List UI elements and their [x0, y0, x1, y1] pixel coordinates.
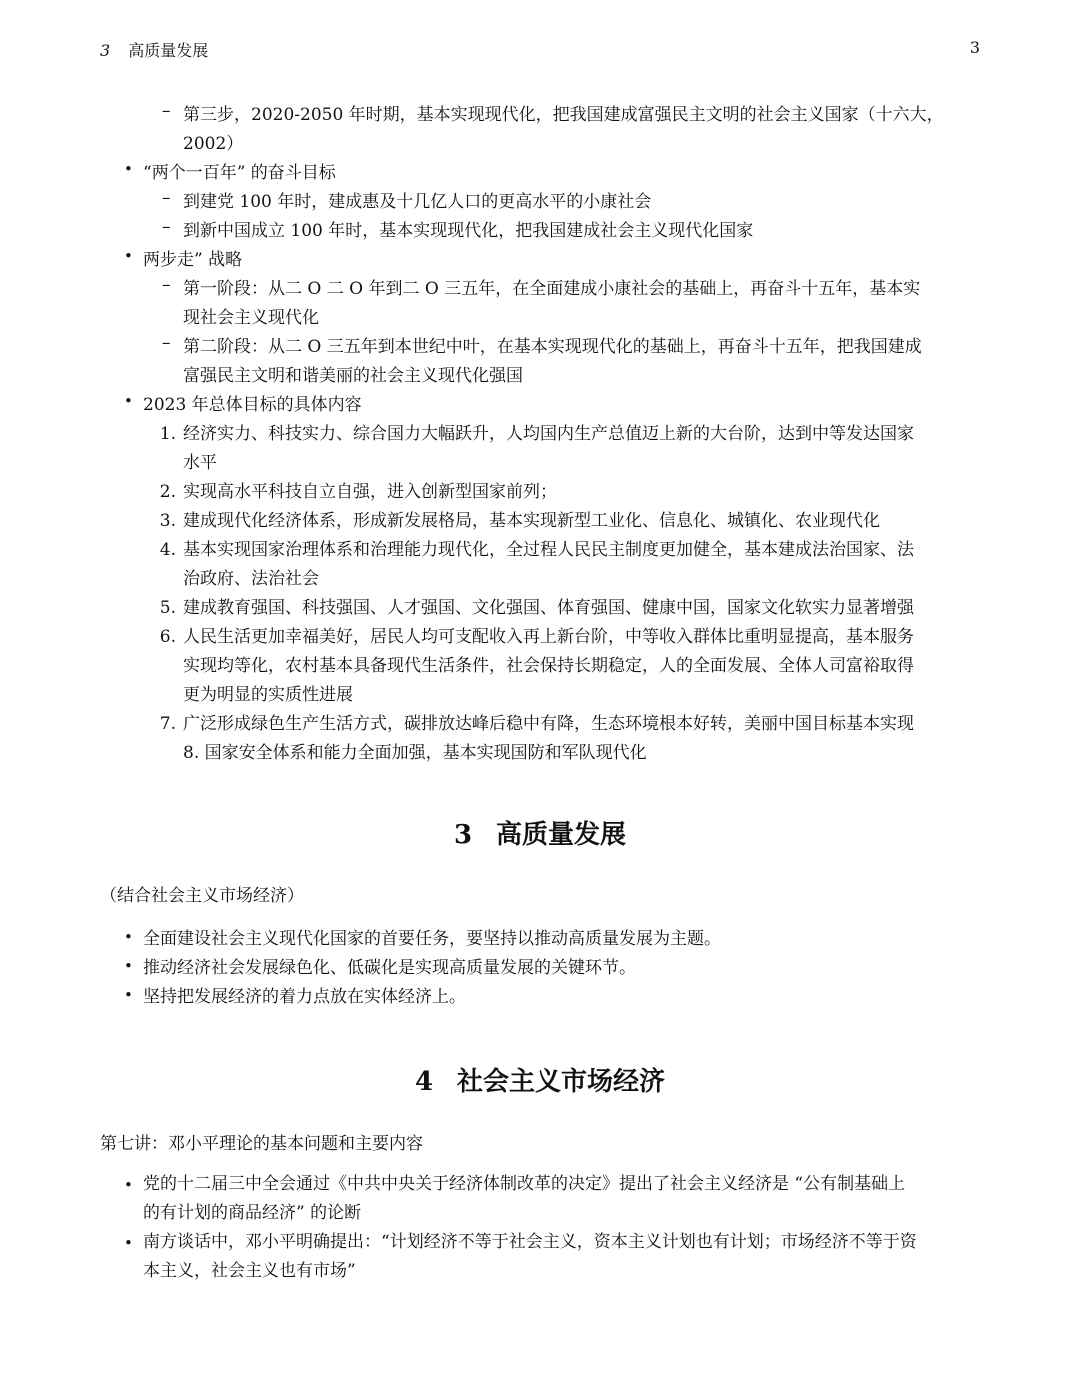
header-section-number: 3: [100, 41, 111, 60]
list-marker: •: [124, 160, 133, 178]
enum-item-line: 人民生活更加幸福美好，居民人均可支配收入再上新台阶，中等收入群体比重明显提高，基本服务: [183, 627, 914, 647]
running-header: [100, 38, 980, 64]
list-item-line: 推动经济社会发展绿色化、低碳化是实现高质量发展的关键环节。: [143, 958, 636, 978]
list-item-line: 到新中国成立 100 年时，基本实现现代化，把我国建成社会主义现代化国家: [183, 221, 754, 241]
list-marker: –: [162, 101, 171, 121]
header-section-title: 高质量发展: [128, 41, 209, 60]
page-number: 3: [969, 38, 980, 57]
list-marker: •: [124, 392, 133, 410]
enum-number: 3.: [159, 511, 176, 531]
list-marker: –: [162, 333, 171, 353]
list-item-line: 的有计划的商品经济” 的论断: [143, 1203, 362, 1223]
enum-item-line: 建成现代化经济体系，形成新发展格局，基本实现新型工业化、信息化、城镇化、农业现代化: [183, 511, 880, 531]
section-intro: （结合社会主义市场经济）: [100, 886, 304, 906]
list-marker: •: [124, 957, 133, 975]
enum-number: 4.: [159, 540, 176, 560]
enum-item-line: 广泛形成绿色生产生活方式，碳排放达峰后稳中有降，生态环境根本好转，美丽中国目标基本实现: [183, 714, 914, 734]
list-marker: •: [124, 986, 133, 1004]
enum-number: 5.: [159, 598, 176, 618]
list-item-line: 全面建设社会主义现代化国家的首要任务，要坚持以推动高质量发展为主题。: [143, 929, 721, 949]
list-marker: •: [124, 1176, 133, 1194]
enum-item-line: 更为明显的实质性进展: [183, 685, 353, 705]
section-number: 3: [453, 820, 473, 850]
enum-item-line: 治政府、法治社会: [183, 569, 319, 589]
list-item-label: 两步走” 战略: [143, 250, 243, 270]
section-title: 高质量发展: [496, 820, 627, 850]
enum-number: 1.: [159, 424, 176, 444]
enum-number: 2.: [159, 482, 176, 502]
section-heading: [0, 814, 1080, 851]
section-number: 4: [414, 1067, 434, 1097]
list-marker: •: [124, 247, 133, 265]
list-item-label: “两个一百年” 的奋斗目标: [143, 163, 336, 183]
section-heading: [0, 1061, 1080, 1098]
header-section: [100, 38, 208, 61]
section-intro: 第七讲：邓小平理论的基本问题和主要内容: [100, 1134, 423, 1154]
enum-number: 7.: [159, 714, 176, 734]
list-marker: –: [162, 275, 171, 295]
enum-item-line: 建成教育强国、科技强国、人才强国、文化强国、体育强国、健康中国，国家文化软实力显著增强: [183, 598, 914, 618]
list-item-line: 第二阶段：从二 O 三五年到本世纪中叶，在基本实现现代化的基础上，再奋斗十五年，把我国建成: [183, 337, 922, 357]
list-item-line: 第一阶段：从二 O 二 O 年到二 O 三五年，在全面建成小康社会的基础上，再奋斗十五年，基本实: [183, 279, 921, 299]
list-marker: •: [124, 1234, 133, 1252]
list-item-line: 2002）: [183, 134, 244, 154]
enum-number: 6.: [159, 627, 176, 647]
list-item-line: 坚持把发展经济的着力点放在实体经济上。: [143, 987, 466, 1007]
list-item-line: 到建党 100 年时，建成惠及十几亿人口的更高水平的小康社会: [183, 192, 652, 212]
enum-item-line: 实现高水平科技自立自强，进入创新型国家前列；: [183, 482, 557, 502]
list-item-line: 第三步，2020-2050 年时期，基本实现现代化，把我国建成富强民主文明的社会主义国家（十六大，: [183, 105, 944, 125]
list-marker: –: [162, 217, 171, 237]
list-item-line: 南方谈话中，邓小平明确提出：“计划经济不等于社会主义，资本主义计划也有计划；市场经济不等于资: [143, 1232, 917, 1252]
enum-item-line: 8. 国家安全体系和能力全面加强，基本实现国防和军队现代化: [183, 743, 647, 763]
enum-item-line: 实现均等化，农村基本具备现代生活条件，社会保持长期稳定，人的全面发展、全体人司富裕取得: [183, 656, 914, 676]
list-marker: –: [162, 188, 171, 208]
list-marker: •: [124, 928, 133, 946]
enum-item-line: 经济实力、科技实力、综合国力大幅跃升，人均国内生产总值迈上新的大台阶，达到中等发达国家: [183, 424, 914, 444]
list-item-label: 2023 年总体目标的具体内容: [143, 395, 362, 415]
list-item-line: 党的十二届三中全会通过《中共中央关于经济体制改革的决定》提出了社会主义经济是 “公有制基础上: [143, 1174, 906, 1194]
list-item-line: 富强民主文明和谐美丽的社会主义现代化强国: [183, 366, 523, 386]
section-title: 社会主义市场经济: [457, 1067, 666, 1097]
enum-item-line: 基本实现国家治理体系和治理能力现代化，全过程人民民主制度更加健全，基本建成法治国家、法: [183, 540, 914, 560]
enum-item-line: 水平: [183, 453, 217, 473]
list-item-line: 本主义，社会主义也有市场”: [143, 1261, 356, 1281]
list-item-line: 现社会主义现代化: [183, 308, 319, 328]
